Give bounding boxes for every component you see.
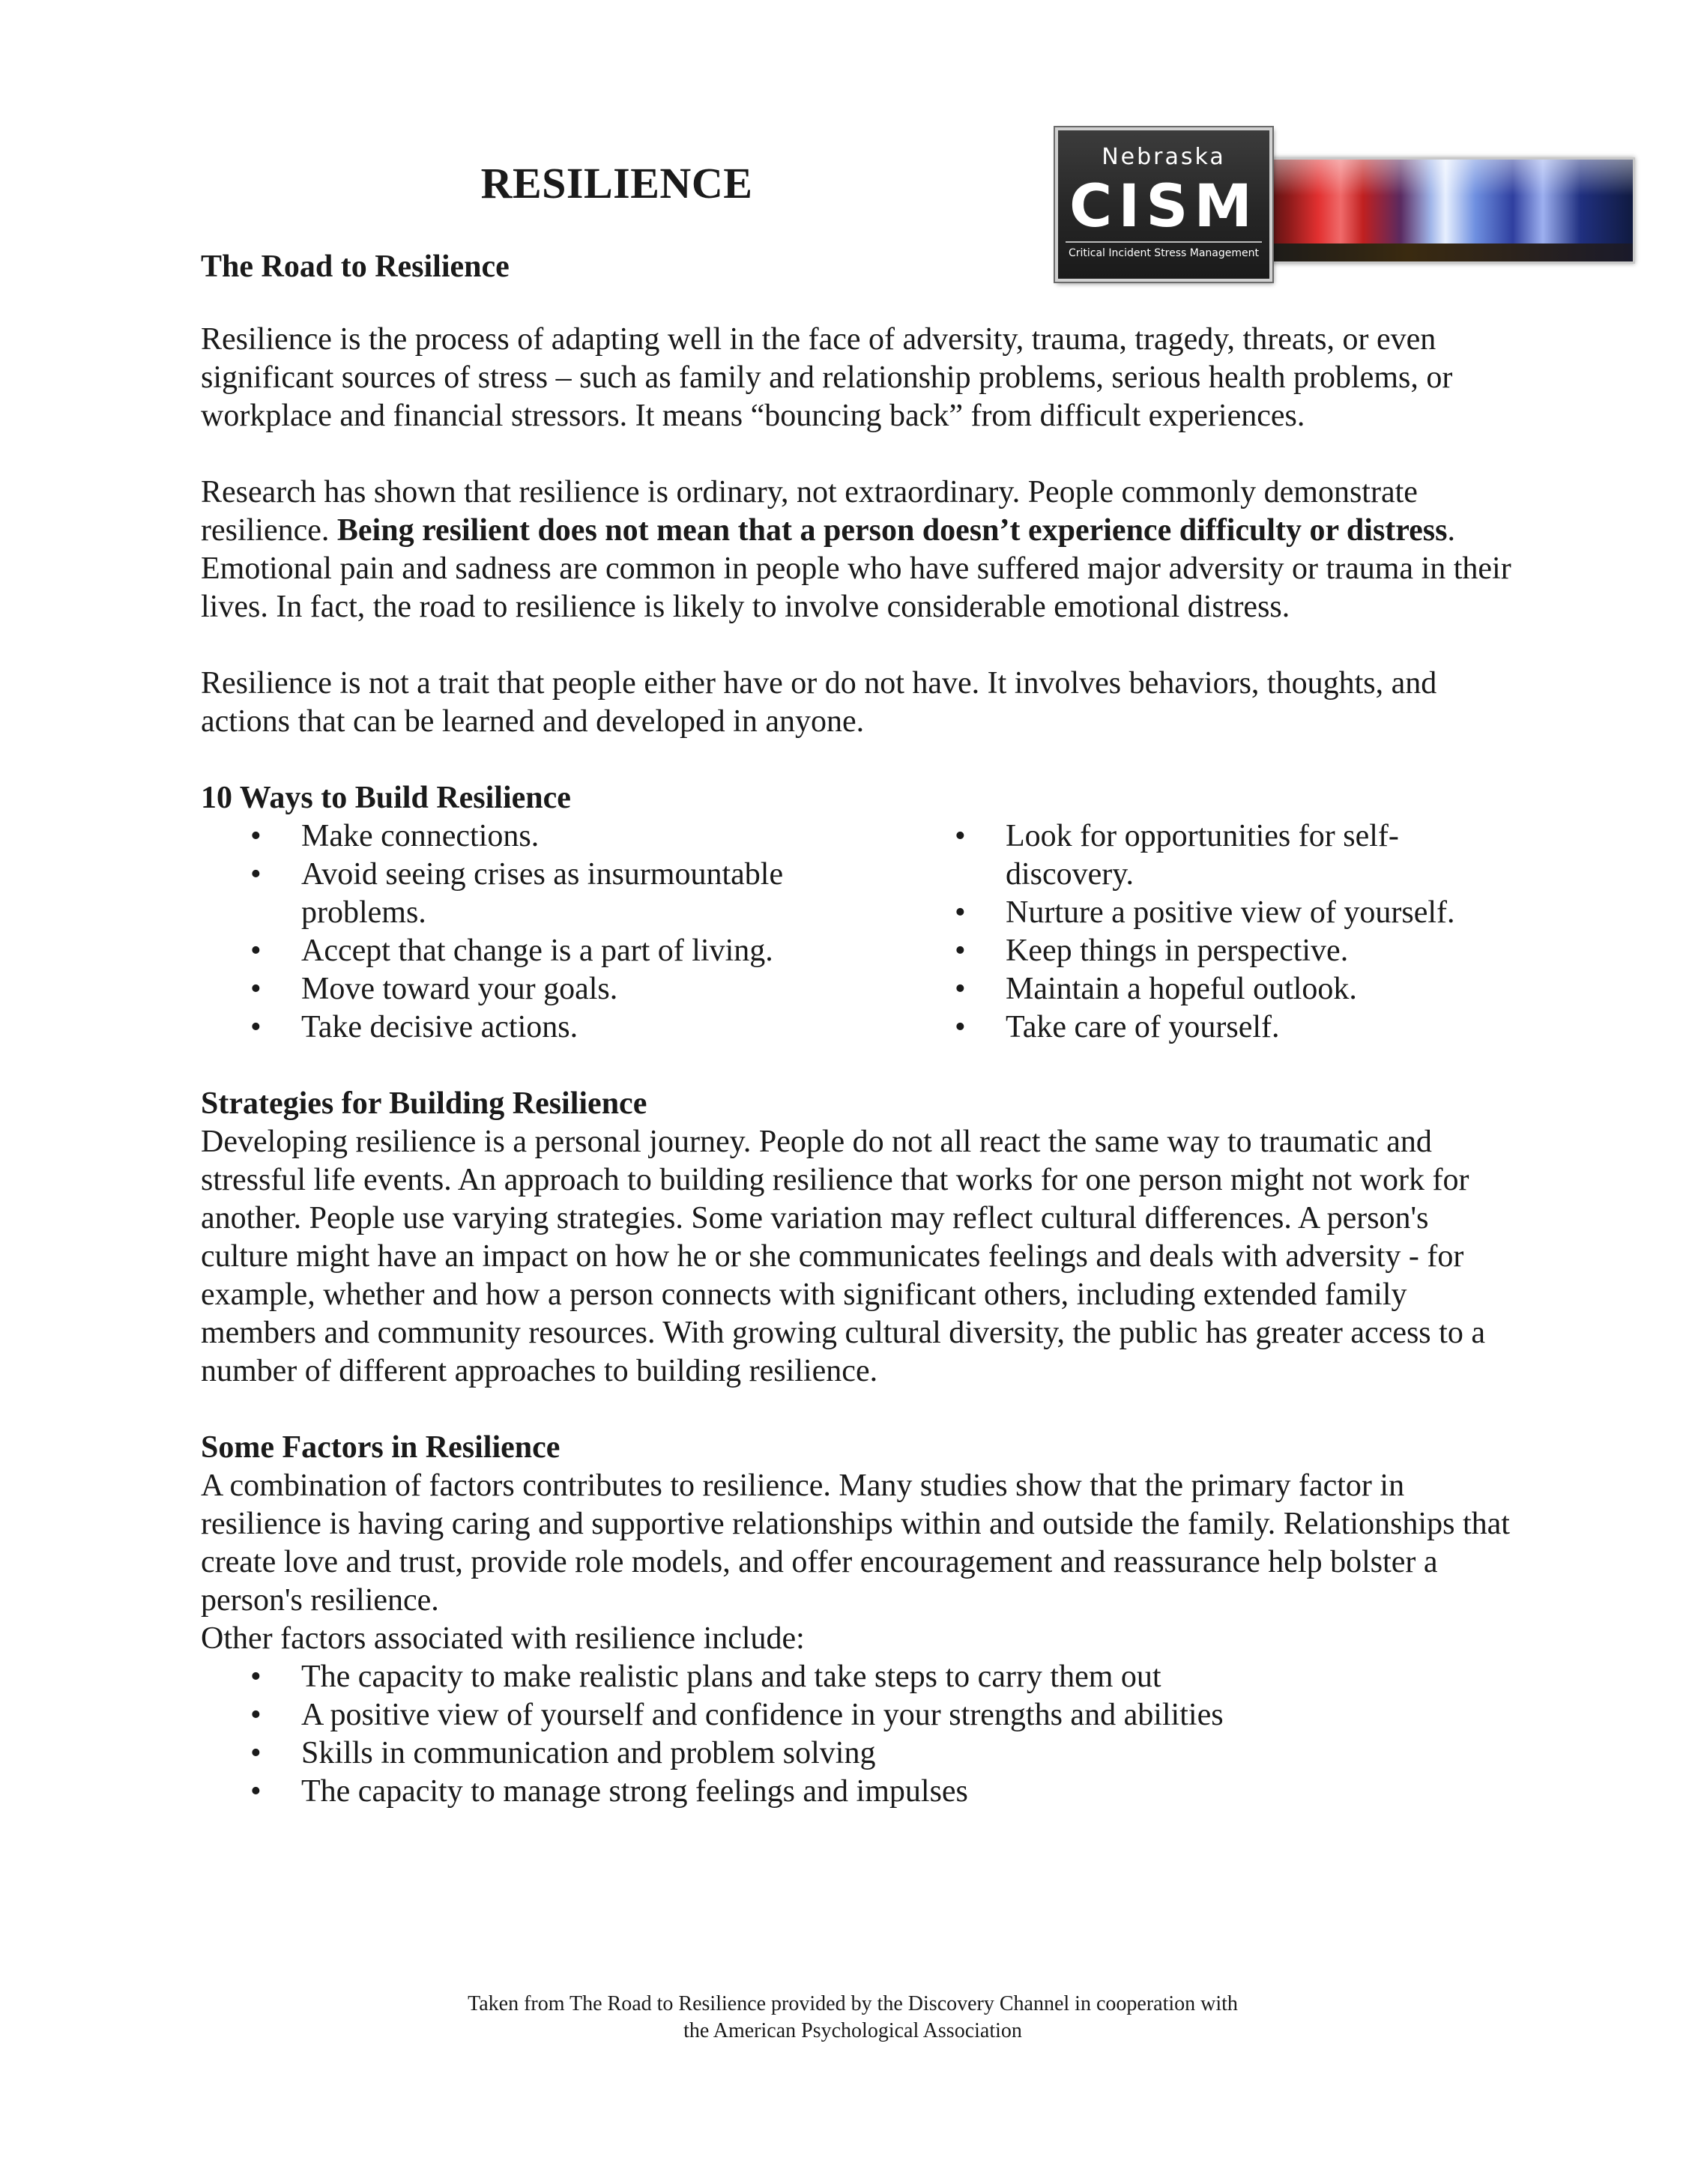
factors-heading: Some Factors in Resilience (201, 1430, 561, 1465)
factors-other: Other factors associated with resilience include: (201, 1621, 805, 1656)
list-item: • Look for opportunities for self-discovery. (955, 819, 1399, 892)
footer-line-1: Taken from The Road to Resilience provided by the Discovery Channel in cooperation with (468, 1992, 1238, 2015)
list-item: • Maintain a hopeful outlook. (955, 972, 1357, 1006)
list-item: • Take care of yourself. (955, 1010, 1280, 1044)
list-item: • The capacity to manage strong feelings and impulses (250, 1774, 968, 1809)
ways-list (201, 817, 1520, 1047)
footer-line-2: the American Psychological Association (683, 2019, 1022, 2042)
ways-heading: 10 Ways to Build Resilience (201, 781, 571, 815)
factors-list (201, 1658, 1520, 1811)
list-item: • Accept that change is a part of living. (250, 934, 773, 968)
document-body (201, 321, 1520, 1811)
emphasis-text: Being resilient does not mean that a person doesn’t experience difficulty or distress (336, 513, 1448, 548)
strategies-heading: Strategies for Building Resilience (201, 1086, 647, 1121)
ways-list-left (201, 817, 905, 1047)
strategies-paragraph: Developing resilience is a personal journey. People do not all react the same way to traumatic and stressful life events. An approach to building resilience that works for one person might not work for another. People use varying strategies. Some variation may reflect cultural differences. A person's culture might have an impact on how he or she communicates feelings and deals with adversity - for example, whether and how a person connects with significant others, including extended family members and community resources. With growing cultural diversity, the public has greater access to a number of different approaches to building resilience. (201, 1125, 1485, 1388)
logo-tagline: Critical Incident Stress Management (1066, 241, 1262, 261)
cism-badge (1055, 127, 1272, 282)
page-subtitle: The Road to Resilience (201, 249, 510, 284)
intro-paragraph-2: Research has shown that resilience is ordinary, not extraordinary. People commonly demonstrate resilience. Being resilient does not mean that a person doesn’t experience difficulty or distress. Emotional pain and sadness are common in people who have suffered major adversity or trauma in their lives. In fact, the road to resilience is likely to involve considerable emotional distress. (201, 475, 1511, 624)
list-item: • Avoid seeing crises as insurmountable problems. (250, 857, 784, 930)
source-footer (201, 1991, 1505, 2045)
emergency-lights-image (1256, 157, 1635, 264)
nebraska-cism-logo (1055, 127, 1632, 285)
page-title: RESILIENCE (480, 159, 753, 208)
list-item: • Move toward your goals. (250, 972, 618, 1006)
factors-paragraph: A combination of factors contributes to resilience. Many studies show that the primary factor in resilience is having caring and supportive relationships within and outside the family. Relationships that create love and trust, provide role models, and offer encouragement and reassurance help bolster a person's resilience. (201, 1468, 1510, 1618)
ways-list-right (905, 817, 1520, 1047)
intro-paragraph-1: Resilience is the process of adapting well in the face of adversity, trauma, tragedy, threats, or even significant sources of stress – such as family and relationship problems, serious health problems, or workplace and financial stressors. It means “bouncing back” from difficult experiences. (201, 322, 1453, 433)
logo-state: Nebraska (1102, 144, 1226, 170)
intro-paragraph-3: Resilience is not a trait that people either have or do not have. It involves behaviors, thoughts, and actions that can be learned and developed in anyone. (201, 666, 1437, 739)
list-item: • Take decisive actions. (250, 1010, 578, 1044)
list-item: • Skills in communication and problem solving (250, 1736, 876, 1770)
logo-name: CISM (1069, 173, 1259, 241)
list-item: • Keep things in perspective. (955, 934, 1349, 968)
list-item: • Make connections. (250, 819, 540, 853)
list-item: • The capacity to make realistic plans and take steps to carry them out (250, 1660, 1161, 1694)
list-item: • A positive view of yourself and confidence in your strengths and abilities (250, 1698, 1224, 1732)
list-item: • Nurture a positive view of yourself. (955, 895, 1455, 930)
